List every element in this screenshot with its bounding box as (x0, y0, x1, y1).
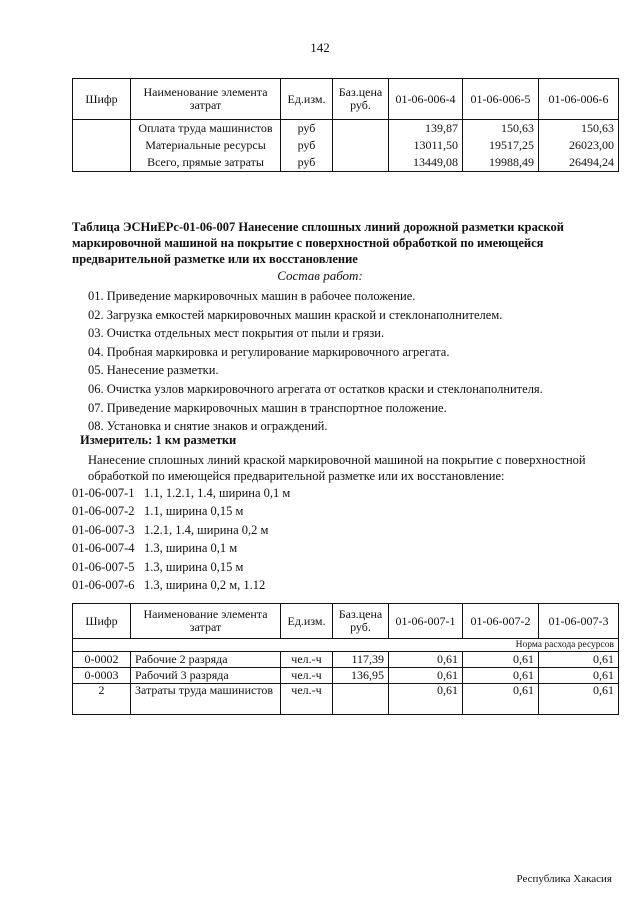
cell-code (73, 120, 131, 138)
table-row (73, 137, 619, 154)
cost-table-006 (72, 78, 619, 172)
cell-name: Оплата труда машинистов (131, 120, 281, 138)
cell-name: Материальные ресурсы (131, 137, 281, 154)
code-id: 01-06-007-6 (72, 577, 135, 592)
cell-name: Рабочие 2 разряда (131, 652, 281, 668)
cell-value: 0,61 (539, 652, 619, 668)
norm-label: Норма расхода ресурсов (73, 639, 619, 652)
header-name: Наименование элемента затрат (131, 604, 281, 639)
description: Нанесение сплошных линий краской маркировочной машиной на покрытие с поверхностной обработкой по имеющейся предварительной разметке или их восстановление: (88, 453, 586, 483)
norm-row (73, 639, 619, 652)
cell-price: 117,39 (333, 652, 389, 668)
code-list (72, 484, 290, 594)
code-id: 01-06-007-3 (72, 522, 135, 537)
page-number: 142 (310, 40, 330, 55)
cell-value: 0,61 (463, 668, 539, 684)
cell-unit: руб (281, 154, 333, 172)
list-item: 06. Очистка узлов маркировочного агрегата от остатков краски и стеклонаполнителя. (88, 381, 543, 396)
code-text: 1.2.1, 1.4, ширина 0,2 м (144, 522, 269, 537)
cell-value: 0,61 (389, 684, 463, 715)
header-col-2: 01-06-006-5 (463, 79, 539, 120)
cell-value: 139,87 (389, 120, 463, 138)
cell-value: 150,63 (463, 120, 539, 138)
list-item (72, 502, 290, 520)
table-row (73, 120, 619, 138)
cell-unit: руб (281, 137, 333, 154)
list-item (72, 558, 290, 576)
footer-region: Республика Хакасия (516, 873, 612, 885)
measure-unit: Измеритель: 1 км разметки (80, 433, 237, 447)
header-code: Шифр (73, 79, 131, 120)
cell-value: 19517,25 (463, 137, 539, 154)
code-text: 1.3, ширина 0,1 м (144, 541, 238, 556)
cell-value: 0,61 (463, 684, 539, 715)
cell-value: 0,61 (539, 684, 619, 715)
cell-code (73, 154, 131, 172)
table-row (73, 668, 619, 684)
cell-code: 2 (73, 684, 131, 715)
cell-value: 0,61 (389, 652, 463, 668)
cell-price (333, 154, 389, 172)
cell-price (333, 684, 389, 715)
cell-code: 0-0003 (73, 668, 131, 684)
header-name: Наименование элемента затрат (131, 79, 281, 120)
list-item: 07. Приведение маркировочных машин в транспортное положение. (88, 400, 447, 415)
cell-value: 150,63 (539, 120, 619, 138)
cell-price: 136,95 (333, 668, 389, 684)
resource-table-007 (72, 603, 619, 715)
list-item: 04. Пробная маркировка и регулирование маркировочного агрегата. (88, 344, 450, 359)
section-title: Таблица ЭСНиЕРс-01-06-007 Нанесение сплошных линий дорожной разметки краской маркировочной машиной на покрытие с поверхностной обработкой по имеющейся предварительной разметке или их восстановление (72, 220, 564, 266)
code-id: 01-06-007-5 (72, 559, 135, 574)
header-unit: Ед.изм. (281, 79, 333, 120)
cell-value: 26494,24 (539, 154, 619, 172)
cell-code: 0-0002 (73, 652, 131, 668)
code-text: 1.3, ширина 0,15 м (144, 559, 244, 574)
cell-value: 26023,00 (539, 137, 619, 154)
table-row (73, 154, 619, 172)
table-header-row (73, 604, 619, 639)
list-item (72, 521, 290, 539)
cell-value: 13449,08 (389, 154, 463, 172)
list-item (72, 539, 290, 557)
list-item (72, 576, 290, 594)
list-item (72, 484, 290, 502)
table-row (73, 652, 619, 668)
cell-name: Рабочий 3 разряда (131, 668, 281, 684)
cell-code (73, 137, 131, 154)
cell-name: Всего, прямые затраты (131, 154, 281, 172)
header-price: Баз.цена руб. (333, 79, 389, 120)
code-text: 1.1, ширина 0,15 м (144, 504, 244, 519)
header-col-2: 01-06-007-2 (463, 604, 539, 639)
header-col-3: 01-06-006-6 (539, 79, 619, 120)
table-row (73, 684, 619, 715)
list-item: 08. Установка и снятие знаков и ограждений. (88, 419, 328, 434)
cell-unit: руб (281, 120, 333, 138)
cell-unit: чел.-ч (281, 668, 333, 684)
cell-value: 0,61 (539, 668, 619, 684)
header-col-1: 01-06-007-1 (389, 604, 463, 639)
cell-unit: чел.-ч (281, 684, 333, 715)
header-col-3: 01-06-007-3 (539, 604, 619, 639)
code-id: 01-06-007-1 (72, 486, 135, 500)
header-unit: Ед.изм. (281, 604, 333, 639)
code-id: 01-06-007-2 (72, 504, 135, 519)
list-item: 01. Приведение маркировочных машин в рабочее положение. (88, 289, 416, 303)
code-id: 01-06-007-4 (72, 541, 135, 556)
works-list (88, 287, 628, 436)
cell-price (333, 137, 389, 154)
cell-name: Затраты труда машинистов (131, 684, 281, 715)
header-code: Шифр (73, 604, 131, 639)
code-text: 1.3, ширина 0,2 м, 1.12 (144, 577, 266, 592)
list-item: 03. Очистка отдельных мест покрытия от пыли и грязи. (88, 326, 385, 341)
cell-value: 13011,50 (389, 137, 463, 154)
list-item: 05. Нанесение разметки. (88, 363, 219, 378)
cell-value: 0,61 (389, 668, 463, 684)
works-heading: Состав работ: (277, 268, 363, 283)
cell-value: 19988,49 (463, 154, 539, 172)
header-col-1: 01-06-006-4 (389, 79, 463, 120)
cell-value: 0,61 (463, 652, 539, 668)
cell-price (333, 120, 389, 138)
list-item: 02. Загрузка емкостей маркировочных машин краской и стеклонаполнителем. (88, 307, 503, 322)
table-header-row (73, 79, 619, 120)
cell-unit: чел.-ч (281, 652, 333, 668)
code-text: 1.1, 1.2.1, 1.4, ширина 0,1 м (144, 486, 291, 500)
header-price: Баз.цена руб. (333, 604, 389, 639)
